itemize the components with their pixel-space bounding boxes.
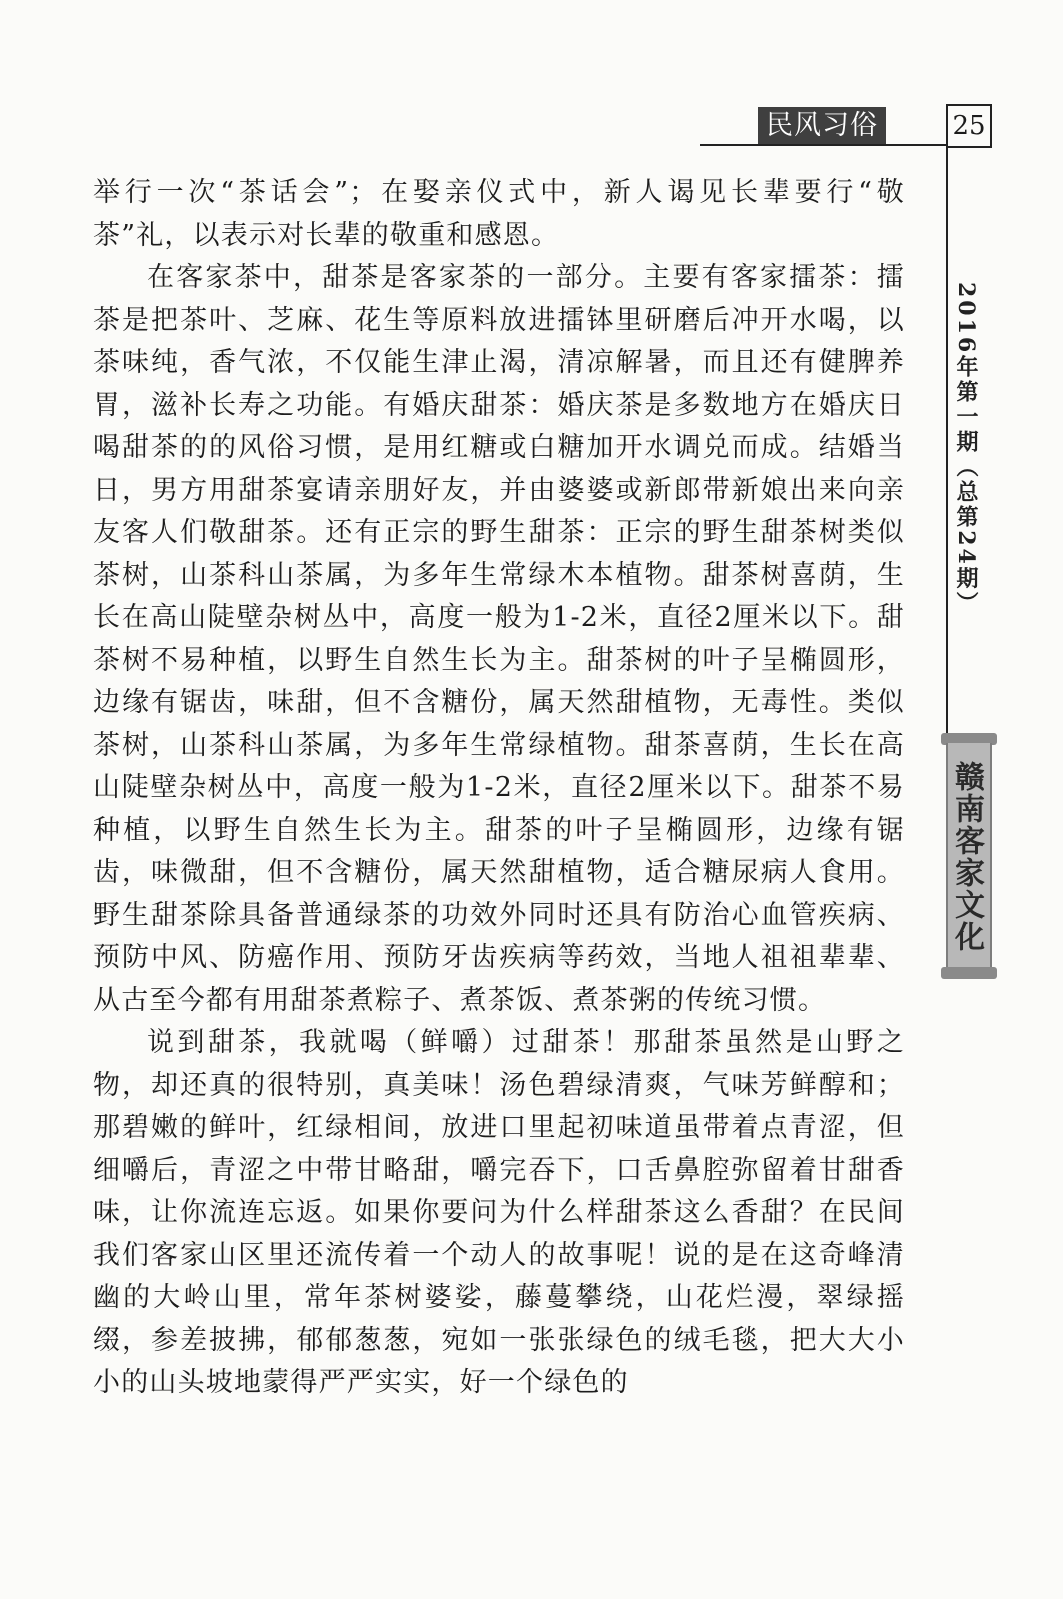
paragraph: 说到甜茶，我就喝（鲜嚼）过甜茶！那甜茶虽然是山野之物，却还真的很特别，真美味！汤色碧绿清爽，气味芳鲜醇和；那碧嫩的鲜叶，红绿相间，放进口里起初味道虽带着点青涩，但细嚼后，青涩之中带甘略甜，嚼完吞下，口舌鼻腔弥留着甘甜香味，让你流连忘返。如果你要问为什么样甜茶这么香甜？在民间我们客家山区里还流传着一个动人的故事呢！说的是在这奇峰清幽的大岭山里，常年茶树婆娑，藤蔓攀绕，山花烂漫，翠绿摇缀，参差披拂，郁郁葱葱，宛如一张张绿色的绒毛毯，把大大小小的山头坡地蒙得严严实实，好一个绿色的 bbox=[93, 1027, 905, 1398]
issue-label: 2016年第一期（总第24期） bbox=[953, 282, 979, 617]
scroll-ornament-bottom bbox=[941, 967, 997, 979]
article-body bbox=[93, 172, 905, 1405]
section-title: 民风习俗 bbox=[758, 107, 886, 145]
paragraph: 举行一次“茶话会”；在娶亲仪式中，新人谒见长辈要行“敬茶”礼，以表示对长辈的敬重和感恩。 bbox=[93, 177, 905, 251]
publication-title: 赣南客家文化 bbox=[949, 761, 984, 953]
page-number: 25 bbox=[946, 104, 992, 148]
header-rule bbox=[700, 144, 948, 146]
paragraph: 在客家茶中，甜茶是客家茶的一部分。主要有客家擂茶：擂茶是把茶叶、芝麻、花生等原料放进擂钵里研磨后冲开水喝，以茶味纯，香气浓，不仅能生津止渴，清凉解暑，而且还有健脾养胃，滋补长寿之功能。有婚庆甜茶：婚庆茶是多数地方在婚庆日喝甜茶的的风俗习惯，是用红糖或白糖加开水调兑而成。结婚当日，男方用甜茶宴请亲朋好友，并由婆婆或新郎带新娘出来向亲友客人们敬甜茶。还有正宗的野生甜茶：正宗的野生甜茶树类似茶树，山茶科山茶属，为多年生常绿木本植物。甜茶树喜荫，生长在高山陡壁杂树丛中，高度一般为1-2米，直径2厘米以下。甜茶树不易种植，以野生自然生长为主。甜茶树的叶子呈椭圆形，边缘有锯齿，味甜，但不含糖份，属天然甜植物，无毒性。类似茶树，山茶科山茶属，为多年生常绿植物。甜茶喜荫，生长在高山陡壁杂树丛中，高度一般为1-2米，直径2厘米以下。甜茶不易种植，以野生自然生长为主。甜茶的叶子呈椭圆形，边缘有锯齿，味微甜，但不含糖份，属天然甜植物，适合糖尿病人食用。野生甜茶除具备普通绿茶的功效外同时还具有防治心血管疾病、预防中风、防癌作用、预防牙齿疾病等药效，当地人祖祖辈辈、从古至今都有用甜茶煮粽子、煮茶饭、煮茶粥的传统习惯。 bbox=[93, 262, 905, 1016]
side-rule bbox=[946, 144, 948, 734]
